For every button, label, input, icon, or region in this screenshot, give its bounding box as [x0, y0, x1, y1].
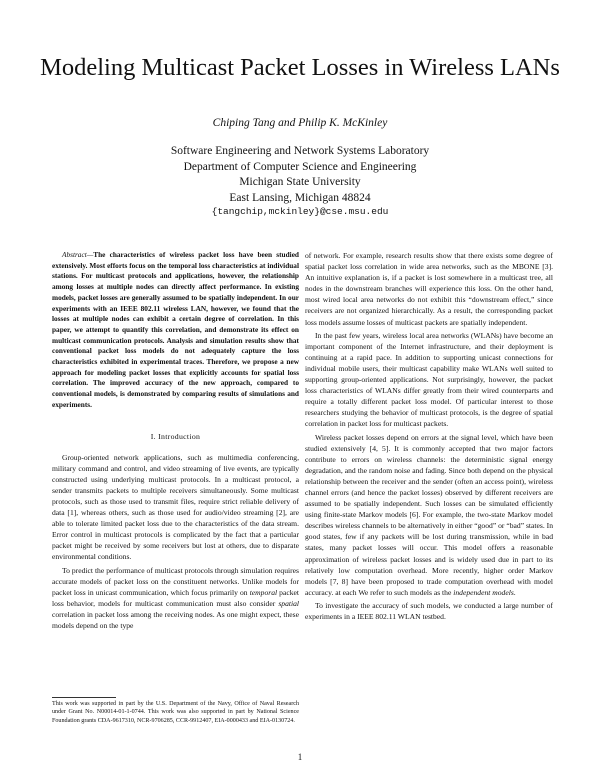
section-heading: I. Introduction	[150, 431, 201, 441]
abstract	[52, 250, 299, 411]
left-column	[52, 250, 299, 631]
abstract-label: Abstract—	[62, 250, 94, 259]
affiliation-block	[40, 144, 560, 206]
text-run: .	[513, 587, 516, 597]
text-run: To predict the performance of multicast protocols through simulation requires accurate models of packet loss on the constituent networks. Unlike models for packet loss in unicast communication, which focus primarily on	[52, 565, 299, 597]
emphasis-temporal: temporal	[249, 587, 278, 597]
emphasis-spatial: spatial	[278, 598, 299, 608]
intro-paragraph-1: Group-oriented network applications, such as multimedia conferencing, military command and control, and video streaming of live events, are typically constructed using underlying multicast protocols. In a multicast protocol, a sender transmits packets to multiple receivers simultaneously. Some multicast protocols, such as those used to transmit files, require strict reliable delivery of data [1], whereas others, such as those used for audio/video streaming [2], are able to tolerate limited packet loss due to the characteristics of the data stream. Error control in multicast protocols is complicated by the fact that a particular packet might be received by some receivers but lost at others, due to disparate environmental conditions.	[52, 452, 299, 562]
affiliation-line: Department of Computer Science and Engineering	[183, 160, 417, 173]
intro-paragraph-6: To investigate the accuracy of such models, we conducted a large number of experiments in a IEEE 802.11 WLAN testbed.	[305, 600, 553, 621]
footnote-rule	[52, 697, 116, 698]
abstract-text: The characteristics of wireless packet loss have been studied extensively. Most efforts focus on the temporal loss characteristics at individual stations. For multicast protocols and applications, however, the relationship among losses at multiple nodes can directly affect performance. In existing models, packet losses are generally assumed to be spatially independent. In our experiments with an IEEE 802.11 wireless LAN, however, we found that the losses at multiple nodes can exhibit a certain degree of correlation. In this paper, we attempt to quantify this correlation, and demonstrate its effect on multicast communication protocols. Analysis and simulation results show that conventional packet loss models do not adequately capture the loss characteristics exhibited in experimental traces. Therefore, we propose a new approach for modeling packet losses that explicitly accounts for spatial loss correlation. The improved accuracy of the new approach, compared to conventional models, is demonstrated by comparing results of simulations and experiments.	[52, 250, 299, 409]
paper-authors: Chiping Tang and Philip K. McKinley	[212, 117, 388, 129]
text-run: Wireless packet losses depend on errors at the signal level, which have been studied extensively [4, 5]. It is commonly accepted that two major factors contribute to errors on wireless channels: the deterministic signal energy degradation, and the random noise and fading. Since both depend on the physical relationship between the receiver and the sender (often an access point), wireless channel errors (and hence the packet losses) observed by different receivers are assumed to be spatially independent. Such losses can be simulated efficiently using finite-state Markov models [6]. For example, the two-state Markov model describes wireless channels to be alternatively in either “good” or “bad” states. In good states, few if any packets will be lost during transmission, while in bad states, many packet losses will occur. This model offers a reasonable approximation of wireless packet losses and is widely used due in part to its relatively low computation overhead. More recently, higher order Markov models [7, 8] have been proposed to trade computation overhead with model accuracy. at each We refer to such models as the	[305, 432, 553, 597]
intro-paragraph-3: of network. For example, research results show that there exists some degree of spatial packet loss correlation in wide area networks, such as the MBONE [3]. An intuitive explanation is, if a packet is lost somewhere in a multicast tree, all nodes in the downstream branches will experience this loss. On the other hand, most wired local area networks do not exhibit this “downstream effect,” since receivers are not organized hierarchically. As a result, the corresponding packet loss models assume losses of multicast packets are spatially independent.	[305, 251, 553, 327]
funding-footnote: This work was supported in part by the U.S. Department of the Navy, Office of Naval Research under Grant No. N00014-01-1-0744. This work was also supported in part by National Science Foundation grants CDA-9617310, NCR-9706285, CCR-9912407, EIA-0000433 and EIA-0130724.	[52, 701, 299, 724]
intro-paragraph-4: In the past few years, wireless local area networks (WLANs) have become an important component of the Internet infrastructure, and their deployment is continuing at a rapid pace. In addition to supporting unicast connections for individual mobile users, their multicast capability make WLANs well suited to supporting group-oriented applications. Not surprisingly, however, the packet loss characteristics of WLANs differ greatly from their wired counterparts and require a totally different packet loss model. Of particular interest to those researchers studying the behavior of multicast protocols, is the degree of spatial correlation in packet loss for multicast packets.	[305, 330, 553, 429]
paper-title: Modeling Multicast Packet Losses in Wireless LANs	[40, 54, 560, 81]
text-run: correlation in packet loss among the receiving nodes. As one might expect, these models depend on the type	[52, 609, 299, 631]
intro-paragraph-2	[52, 565, 299, 632]
author-email: {tangchip,mckinley}@cse.msu.edu	[211, 206, 389, 217]
affiliation-line: Michigan State University	[239, 176, 361, 188]
page-number: 1	[297, 752, 303, 762]
text-run: packet loss behavior, models for multicast communication must also consider	[52, 587, 299, 608]
affiliation-line: Software Engineering and Network Systems Laboratory	[170, 145, 430, 157]
emphasis-independent-models: independent models	[453, 587, 514, 597]
intro-paragraph-5	[305, 432, 553, 598]
right-column	[305, 250, 553, 622]
affiliation-line: East Lansing, Michigan 48824	[229, 191, 371, 204]
